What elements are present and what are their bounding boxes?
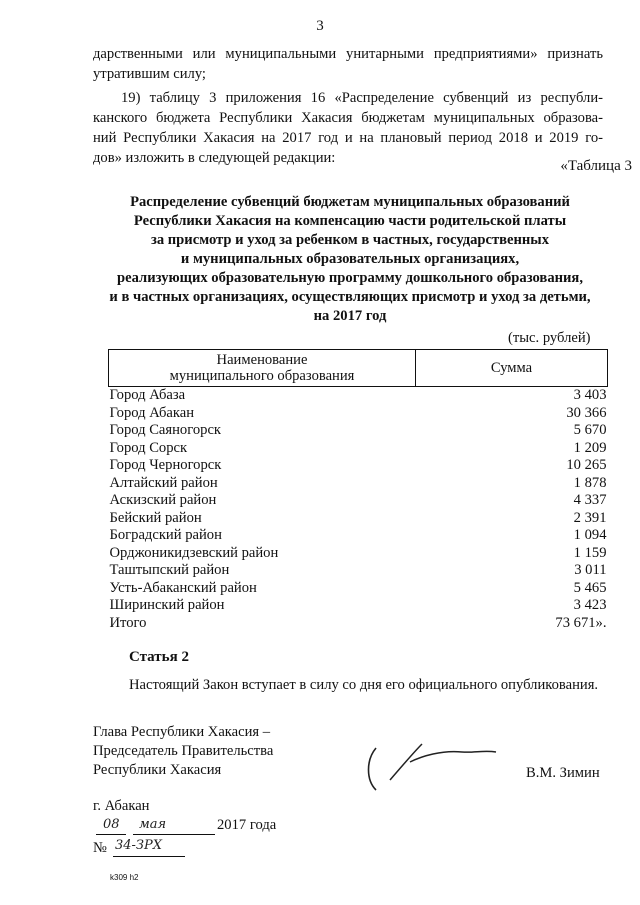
table-row <box>109 597 608 615</box>
subsidy-amount: 1 159 <box>573 544 607 561</box>
intro-paragraph <box>93 44 603 84</box>
title-line: Распределение субвенций бюджетам муниципальных образований <box>130 194 570 210</box>
municipality-name: Усть-Абаканский район <box>109 579 257 596</box>
table-row <box>109 457 608 475</box>
municipality-name: Город Сорск <box>109 439 188 456</box>
handwritten-month: мая <box>139 817 167 832</box>
table-row <box>109 545 608 563</box>
title-line: и в частных организациях, осуществляющих присмотр и уход за детьми, <box>109 289 591 305</box>
subsidy-amount: 1 209 <box>573 439 607 456</box>
signatory-name: В.М. Зимин <box>526 765 600 781</box>
handwritten-number: 34-ЗРХ <box>115 838 163 853</box>
law-text: Настоящий Закон вступает в силу со дня его официального опубликования. <box>129 677 599 693</box>
subsidy-amount: 5 465 <box>573 579 607 596</box>
footer-code: k309 h2 <box>110 873 139 882</box>
signatory-line: Республики Хакасия <box>93 762 222 778</box>
title-line: за присмотр и уход за ребенком в частных, государственных <box>150 232 550 248</box>
title-line: и муниципальных образовательных организациях, <box>180 251 520 267</box>
subsidy-amount: 1 094 <box>573 527 607 543</box>
table-row <box>109 510 608 528</box>
municipality-name: Ширинский район <box>109 597 225 613</box>
municipality-name: Аскизский район <box>109 492 217 508</box>
handwritten-day: 08 <box>103 817 120 832</box>
subsidy-amount: 3 423 <box>573 597 607 613</box>
table-row <box>109 492 608 510</box>
subsidy-amount: 2 391 <box>573 509 607 526</box>
subsidy-amount: 73 671». <box>555 614 607 631</box>
subsidy-amount: 4 337 <box>573 492 607 508</box>
title-line: Республики Хакасия на компенсацию части родительской платы <box>133 213 567 229</box>
table-row <box>109 580 608 598</box>
subsidy-amount: 3 011 <box>574 562 607 578</box>
units-label: (тыс. рублей) <box>508 330 591 346</box>
municipality-name: Итого <box>109 614 147 631</box>
intro-line: дарственными или муниципальными унитарными предприятиями» признать <box>93 46 603 62</box>
table-row <box>109 387 608 405</box>
header-name-line: Наименование <box>216 352 308 368</box>
title-line: реализующих образовательную программу дошкольного образования, <box>117 270 583 286</box>
signatory-line: Глава Республики Хакасия – <box>93 724 271 740</box>
subsidy-amount: 1 878 <box>573 474 607 491</box>
city: г. Абакан <box>93 798 150 814</box>
subsidy-amount: 3 403 <box>573 387 607 403</box>
municipality-name: Бейский район <box>109 509 202 526</box>
table-row <box>109 440 608 458</box>
table-reference: «Таблица 3 <box>560 158 632 174</box>
header-name <box>109 350 416 387</box>
header-sum: Сумма <box>416 350 608 387</box>
signatory-line: Председатель Правительства <box>93 743 274 759</box>
table-row <box>109 475 608 493</box>
municipality-name: Таштыпский район <box>109 562 230 578</box>
title-line: на 2017 год <box>313 308 387 324</box>
item-19-line: дов» изложить в следующей редакции: <box>93 150 336 166</box>
signing-date <box>93 817 353 839</box>
subsidy-amount: 10 265 <box>566 457 607 473</box>
month-underline <box>133 834 215 835</box>
municipality-name: Город Саяногорск <box>109 422 222 438</box>
municipality-name: Боградский район <box>109 527 222 543</box>
law-number <box>93 838 213 862</box>
municipality-name: Город Абаза <box>109 387 186 403</box>
number-sign: № <box>93 840 107 856</box>
number-underline <box>113 856 185 857</box>
signatory-title <box>93 723 273 780</box>
day-underline <box>96 834 126 835</box>
table-row <box>109 422 608 440</box>
municipality-name: Город Абакан <box>109 404 195 421</box>
municipality-name: Город Черногорск <box>109 457 222 473</box>
subsidy-table <box>108 349 608 632</box>
table-row <box>109 405 608 423</box>
intro-line: утратившим силу; <box>93 66 206 82</box>
table-row <box>109 615 608 633</box>
table-title <box>60 193 640 326</box>
table-row <box>109 562 608 580</box>
item-19-line: ний Республики Хакасия на 2017 год и на плановый период 2018 и 2019 го- <box>93 130 603 146</box>
page-number: 3 <box>316 18 324 34</box>
item-19-line: 19) таблицу 3 приложения 16 «Распределение субвенций из республи- <box>121 90 603 106</box>
handwritten-signature <box>362 736 512 796</box>
municipality-name: Орджоникидзевский район <box>109 544 279 561</box>
subsidy-amount: 30 366 <box>566 404 607 421</box>
subsidy-amount: 5 670 <box>573 422 607 438</box>
item-19-line: канского бюджета Республики Хакасия бюджетам муниципальных образова- <box>93 110 603 126</box>
article-heading: Статья 2 <box>129 649 189 665</box>
table-header-row <box>109 350 608 387</box>
header-name-line: муниципального образования <box>169 368 355 384</box>
item-19-paragraph <box>93 88 603 168</box>
date-year: 2017 года <box>217 817 277 833</box>
municipality-name: Алтайский район <box>109 474 218 491</box>
table-row <box>109 527 608 545</box>
